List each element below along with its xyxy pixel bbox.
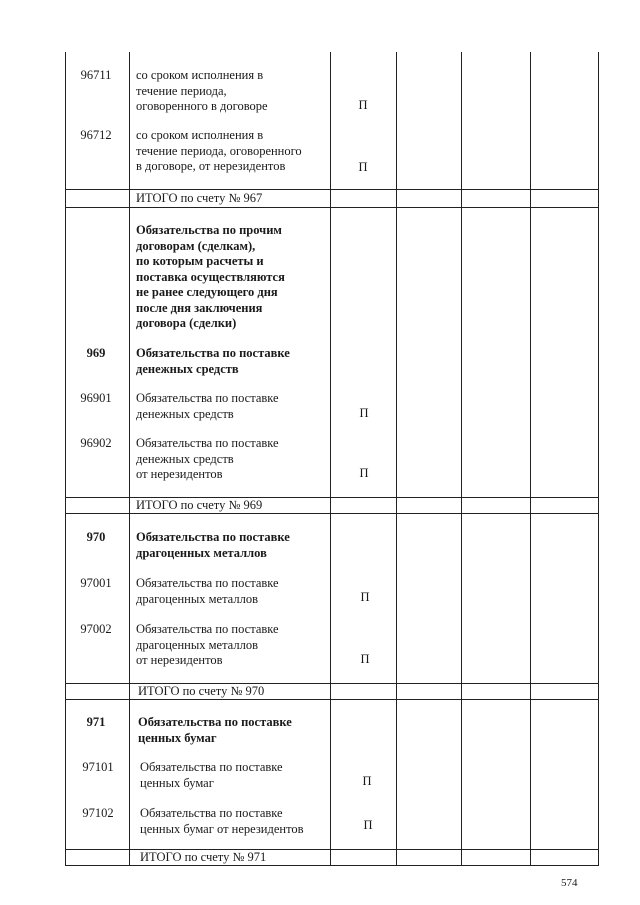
account-name-line: Обязательства по поставке — [136, 530, 290, 544]
account-type-mark: П — [362, 774, 372, 788]
section-heading-line: договора (сделки) — [136, 316, 237, 330]
total-row-label: ИТОГО по счету № 967 — [136, 191, 263, 205]
account-type-mark: П — [358, 160, 368, 174]
account-name-line: денежных средств — [136, 407, 234, 421]
account-code: 970 — [86, 530, 106, 544]
account-name-line: драгоценных металлов — [136, 546, 267, 560]
account-code: 97101 — [82, 760, 114, 774]
column-line — [530, 52, 531, 865]
account-name-line: Обязательства по поставке — [138, 715, 292, 729]
account-type-mark: П — [360, 652, 370, 666]
row-line — [65, 207, 599, 208]
account-name-line: Обязательства по поставке — [136, 436, 279, 450]
account-name-line: Обязательства по поставке — [136, 622, 279, 636]
account-name-line: от нерезидентов — [136, 467, 223, 481]
row-line — [65, 189, 599, 190]
section-heading-line: Обязательства по прочим — [136, 223, 282, 237]
account-name-line: ценных бумаг — [138, 731, 217, 745]
account-name-line: Обязательства по поставке — [140, 760, 283, 774]
account-type-mark: П — [358, 98, 368, 112]
account-name-line: оговоренного в договоре — [136, 99, 268, 113]
account-name-line: от нерезидентов — [136, 653, 223, 667]
column-line — [598, 52, 599, 865]
total-row-label: ИТОГО по счету № 971 — [140, 850, 267, 864]
account-name-line: Обязательства по поставке — [136, 346, 290, 360]
account-code: 96711 — [80, 68, 112, 82]
account-name-line: со сроком исполнения в — [136, 128, 264, 142]
section-heading-line: не ранее следующего дня — [136, 285, 278, 299]
total-row-label: ИТОГО по счету № 969 — [136, 498, 263, 512]
section-heading-line: договорам (сделкам), — [136, 239, 256, 253]
account-code: 96902 — [80, 436, 112, 450]
account-code: 96901 — [80, 391, 112, 405]
total-row-label: ИТОГО по счету № 970 — [138, 684, 265, 698]
account-name-line: течение периода, — [136, 84, 227, 98]
account-name-line: ценных бумаг — [140, 776, 214, 790]
section-heading-line: поставка осуществляются — [136, 270, 285, 284]
section-heading-line: после дня заключения — [136, 301, 263, 315]
account-name-line: Обязательства по поставке — [140, 806, 283, 820]
account-name-line: Обязательства по поставке — [136, 391, 279, 405]
account-name-line: в договоре, от нерезидентов — [136, 159, 286, 173]
account-name-line: со сроком исполнения в — [136, 68, 264, 82]
account-name-line: ценных бумаг от нерезидентов — [140, 822, 304, 836]
account-code: 97001 — [80, 576, 112, 590]
column-line — [65, 52, 66, 865]
account-code: 969 — [86, 346, 106, 360]
section-heading-line: по которым расчеты и — [136, 254, 264, 268]
account-name-line: денежных средств — [136, 452, 234, 466]
account-name-line: течение периода, оговоренного — [136, 144, 302, 158]
account-code: 97102 — [82, 806, 114, 820]
account-name-line: Обязательства по поставке — [136, 576, 279, 590]
account-type-mark: П — [359, 406, 369, 420]
account-name-line: денежных средств — [136, 362, 239, 376]
account-code: 97002 — [80, 622, 112, 636]
account-code: 971 — [86, 715, 106, 729]
account-type-mark: П — [363, 818, 373, 832]
account-type-mark: П — [360, 590, 370, 604]
column-line — [330, 52, 331, 865]
account-code: 96712 — [80, 128, 112, 142]
page-number: 574 — [561, 877, 578, 889]
account-type-mark: П — [359, 466, 369, 480]
column-line — [396, 52, 397, 865]
account-name-line: драгоценных металлов — [136, 638, 258, 652]
column-line — [129, 52, 130, 865]
account-name-line: драгоценных металлов — [136, 592, 258, 606]
column-line — [461, 52, 462, 865]
